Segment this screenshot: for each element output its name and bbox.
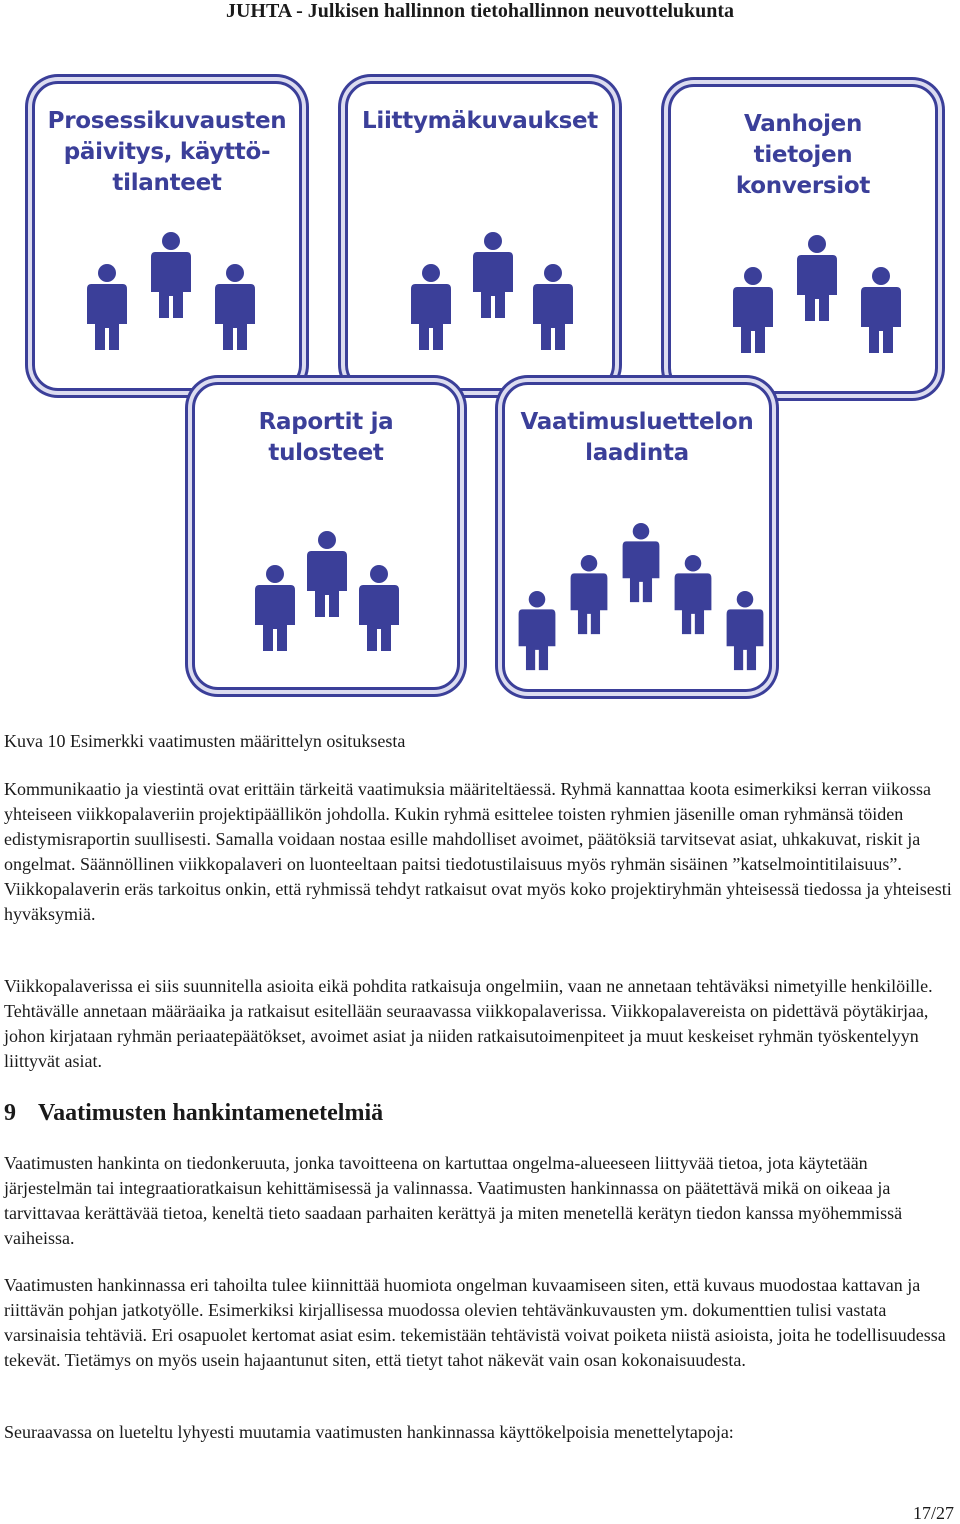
person-icon [255, 565, 295, 651]
person-icon [307, 531, 347, 617]
figure-box-reports [192, 382, 460, 690]
person-icon [533, 264, 573, 350]
figure-box-label: Liittymäkuvaukset [362, 108, 598, 134]
person-icon [215, 264, 255, 350]
people-group-icon [35, 84, 305, 394]
person-icon [727, 591, 764, 670]
section-heading [4, 1098, 383, 1128]
figure-box-label: Raportit ja tulosteet [258, 409, 394, 466]
body-paragraph: Kommunikaatio ja viestintä ovat erittäin tärkeitä vaatimuksia määriteltäessä. Ryhmä kannattaa koota esimerkiksi kerran viikossa yhteiseen viikkopalaveriin projektipäällikön johdolla. Kukin ryhmä esittelee toisten ryhmien jäsenille oman ryhmänsä töiden edistymisraportin suullisesti. Samalla voidaan nostaa esille mahdolliset avoimet, päätöksiä tarvitsevat asiat, uhkakuvat, riskit ja ongelmat. Säännöllinen viikkopalaveri on luonteeltaan paitsi tiedotustilaisuus myös ryhmän sisäinen ”katselmointitilaisuus”. Viikkopalaverin eräs tarkoitus onkin, että ryhmissä tehdyt ratkaisut ovat myös koko projektiryhmän yhteisessä tiedossa ja yhteisesti hyväksymiä. [4, 779, 952, 924]
document-header: JUHTA - Julkisen hallinnon tietohallinnon neuvottelukunta [225, 0, 735, 22]
person-icon [623, 523, 660, 602]
people-group-icon [195, 385, 463, 693]
body-paragraph: Vaatimusten hankinnassa eri tahoilta tulee kiinnittää huomiota ongelman kuvaamiseen siten, että kuvaus muodostaa kattavan ja riittävän pohjan jatkotyölle. Esimerkiksi kirjallisessa muodossa olevien tehtävänkuvausten ym. dokumenttien tulisi vastata varsinaisia tehtäviä. Eri osapuolet kertomat asiat esim. tekemistään tehtävistä voivat poiketa niistä asioista, joita he todellisuudessa tekevät. Tietämys on myös usein hajaantunut siten, että tietyt tahot näkevät vain osan kokonaisuudesta. [4, 1275, 946, 1370]
section-number: 9 [4, 1100, 16, 1126]
figure-caption: Kuva 10 Esimerkki vaatimusten määrittelyn osituksesta [4, 731, 406, 751]
figure-box-interface-descriptions [345, 81, 615, 391]
requirements-partition-figure [24, 74, 944, 698]
person-icon [675, 555, 712, 634]
people-group-icon [671, 87, 941, 397]
body-paragraph: Seuraavassa on lueteltu lyhyesti muutamia vaatimusten hankinnassa käyttökelpoisia menettelytapoja: [4, 1422, 734, 1442]
figure-box-requirements-list [502, 382, 772, 692]
figure-box-process-descriptions [32, 81, 302, 391]
person-icon [571, 555, 608, 634]
person-icon [519, 591, 556, 670]
person-icon [87, 264, 127, 350]
figure-box-label: Prosessikuvausten päivitys, käyttö- tilanteet [47, 108, 287, 196]
body-paragraph: Vaatimusten hankinta on tiedonkeruuta, jonka tavoitteena on kartuttaa ongelma-alueeseen liittyvää tietoa, jota käytetään järjestelmän tai integraatioratkaisun kehittämisessä ja valinnassa. Vaatimusten hankinnassa on päätettävä mikä on oikeaa ja tarvittavaa kerättävää tietoa, keneltä tieto saadaan parhaiten kerättyä ja miten menetellä kerätyn tiedon kanssa myöhemmissä vaiheissa. [4, 1153, 903, 1248]
person-icon [733, 267, 773, 353]
figure-box-label: Vaatimusluettelon laadinta [520, 409, 754, 466]
figure-box-label: Vanhojen tietojen konversiot [735, 111, 871, 199]
figure-box-data-conversions [668, 84, 938, 394]
section-title: Vaatimusten hankintamenetelmiä [38, 1100, 384, 1126]
person-icon [151, 232, 191, 318]
page-number: 17/27 [912, 1503, 954, 1523]
people-group-icon [348, 84, 618, 394]
people-group-icon [505, 385, 775, 695]
person-icon [473, 232, 513, 318]
person-icon [359, 565, 399, 651]
person-icon [797, 235, 837, 321]
person-icon [411, 264, 451, 350]
body-paragraph: Viikkopalaverissa ei siis suunnitella asioita eikä pohdita ratkaisuja ongelmiin, vaan ne annetaan tehtäväksi nimetyille henkilöille. Tehtävälle annetaan määräaika ja ratkaisut esitellään seuraavassa viikkopalaverissa. Viikkopalavereista on pidettävä pöytäkirjaa, johon kirjataan ryhmän periaatepäätökset, avoimet asiat ja niiden ratkaisutoimenpiteet ja muut keskeiset ryhmän työskentelyyn liittyvät asiat. [4, 976, 933, 1071]
person-icon [861, 267, 901, 353]
